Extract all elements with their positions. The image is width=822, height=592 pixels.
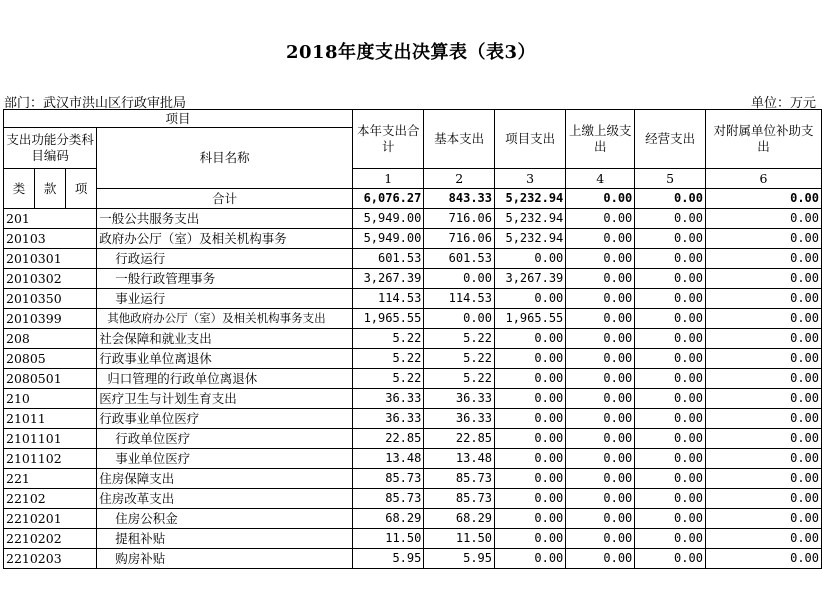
table-row: [4, 529, 822, 549]
row-value-col-5: 0.00: [635, 449, 706, 469]
row-value-col-6: 0.00: [705, 469, 821, 489]
row-value-col-4: 0.00: [566, 269, 635, 289]
table-row: [4, 389, 822, 409]
row-value-col-1: 36.33: [353, 389, 424, 409]
row-value-col-1: 36.33: [353, 409, 424, 429]
row-value-col-2: 13.48: [424, 449, 495, 469]
row-subject-name: 行政单位医疗: [97, 429, 353, 449]
row-value-col-6: 0.00: [705, 269, 821, 289]
row-value-col-3: 0.00: [495, 509, 566, 529]
row-value-col-1: 5.22: [353, 369, 424, 389]
row-value-col-4: 0.00: [566, 209, 635, 229]
row-value-col-6: 0.00: [705, 309, 821, 329]
row-value-col-4: 0.00: [566, 429, 635, 449]
row-code: 2010350: [4, 289, 97, 309]
header-lei: 类: [4, 169, 35, 209]
row-value-col-4: 0.00: [566, 289, 635, 309]
header-col-4: 上缴上级支出: [566, 110, 635, 169]
row-value-col-4: 0.00: [566, 529, 635, 549]
row-value-col-3: 0.00: [495, 289, 566, 309]
table-row: [4, 329, 822, 349]
row-value-col-3: 0.00: [495, 389, 566, 409]
row-value-col-6: 0.00: [705, 449, 821, 469]
row-subject-name: 社会保障和就业支出: [97, 329, 353, 349]
row-value-col-5: 0.00: [635, 209, 706, 229]
row-value-col-4: 0.00: [566, 229, 635, 249]
col-num-2: 2: [424, 169, 495, 189]
header-func-code: 支出功能分类科目编码: [4, 128, 97, 169]
header-xiang: 项: [66, 169, 97, 209]
row-value-col-5: 0.00: [635, 249, 706, 269]
row-subject-name: 行政事业单位医疗: [97, 409, 353, 429]
row-value-col-2: 601.53: [424, 249, 495, 269]
row-subject-name: 住房改革支出: [97, 489, 353, 509]
row-code: 2101102: [4, 449, 97, 469]
row-subject-name: 住房保障支出: [97, 469, 353, 489]
row-subject-name: 行政事业单位离退休: [97, 349, 353, 369]
row-value-col-1: 85.73: [353, 489, 424, 509]
table-row: [4, 409, 822, 429]
row-value-col-6: 0.00: [705, 489, 821, 509]
total-cell: 0.00: [635, 189, 706, 209]
row-subject-name: 一般公共服务支出: [97, 209, 353, 229]
row-value-col-3: 0.00: [495, 369, 566, 389]
row-value-col-5: 0.00: [635, 229, 706, 249]
row-value-col-1: 1,965.55: [353, 309, 424, 329]
row-value-col-6: 0.00: [705, 249, 821, 269]
row-subject-name: 政府办公厅（室）及相关机构事务: [97, 229, 353, 249]
total-cell: 0.00: [705, 189, 821, 209]
row-value-col-6: 0.00: [705, 229, 821, 249]
row-value-col-3: 0.00: [495, 469, 566, 489]
table-row: [4, 469, 822, 489]
table-row: [4, 349, 822, 369]
row-code: 2101101: [4, 429, 97, 449]
col-num-3: 3: [495, 169, 566, 189]
row-value-col-3: 0.00: [495, 249, 566, 269]
row-code: 210: [4, 389, 97, 409]
row-subject-name: 其他政府办公厅（室）及相关机构事务支出: [97, 309, 353, 329]
row-value-col-1: 5,949.00: [353, 209, 424, 229]
row-value-col-1: 5.22: [353, 349, 424, 369]
row-subject-name: 提租补贴: [97, 529, 353, 549]
row-value-col-5: 0.00: [635, 489, 706, 509]
table-row: [4, 269, 822, 289]
row-value-col-2: 0.00: [424, 269, 495, 289]
row-value-col-6: 0.00: [705, 389, 821, 409]
row-value-col-2: 85.73: [424, 489, 495, 509]
row-code: 208: [4, 329, 97, 349]
row-value-col-4: 0.00: [566, 549, 635, 569]
row-value-col-3: 1,965.55: [495, 309, 566, 329]
row-value-col-3: 0.00: [495, 429, 566, 449]
header-col-2: 基本支出: [424, 110, 495, 169]
total-cell: 5,232.94: [495, 189, 566, 209]
table-row: [4, 509, 822, 529]
row-value-col-4: 0.00: [566, 349, 635, 369]
row-code: 22102: [4, 489, 97, 509]
row-subject-name: 事业单位医疗: [97, 449, 353, 469]
expenditure-table: [3, 109, 822, 569]
row-value-col-5: 0.00: [635, 469, 706, 489]
row-code: 2080501: [4, 369, 97, 389]
table-row: [4, 369, 822, 389]
row-code: 2210203: [4, 549, 97, 569]
row-value-col-5: 0.00: [635, 349, 706, 369]
row-value-col-3: 0.00: [495, 449, 566, 469]
row-value-col-4: 0.00: [566, 329, 635, 349]
row-value-col-5: 0.00: [635, 429, 706, 449]
total-cell: 6,076.27: [353, 189, 424, 209]
row-subject-name: 行政运行: [97, 249, 353, 269]
row-value-col-2: 114.53: [424, 289, 495, 309]
header-item: 项目: [4, 110, 353, 128]
row-value-col-6: 0.00: [705, 429, 821, 449]
row-value-col-4: 0.00: [566, 449, 635, 469]
row-value-col-1: 5,949.00: [353, 229, 424, 249]
row-value-col-1: 601.53: [353, 249, 424, 269]
row-value-col-3: 0.00: [495, 529, 566, 549]
row-value-col-5: 0.00: [635, 409, 706, 429]
col-num-4: 4: [566, 169, 635, 189]
row-value-col-5: 0.00: [635, 549, 706, 569]
row-code: 20805: [4, 349, 97, 369]
header-col-1: 本年支出合计: [353, 110, 424, 169]
row-value-col-1: 11.50: [353, 529, 424, 549]
row-value-col-2: 36.33: [424, 389, 495, 409]
row-value-col-4: 0.00: [566, 309, 635, 329]
row-value-col-5: 0.00: [635, 269, 706, 289]
row-value-col-1: 3,267.39: [353, 269, 424, 289]
row-value-col-5: 0.00: [635, 389, 706, 409]
header-col-5: 经营支出: [635, 110, 706, 169]
row-value-col-3: 0.00: [495, 489, 566, 509]
table-row: [4, 249, 822, 269]
header-subject-name: 科目名称: [97, 128, 353, 189]
col-num-5: 5: [635, 169, 706, 189]
row-value-col-2: 0.00: [424, 309, 495, 329]
row-code: 2010302: [4, 269, 97, 289]
row-value-col-3: 5,232.94: [495, 229, 566, 249]
row-value-col-2: 5.95: [424, 549, 495, 569]
row-value-col-3: 3,267.39: [495, 269, 566, 289]
total-cell: 0.00: [566, 189, 635, 209]
table-row: [4, 209, 822, 229]
row-value-col-4: 0.00: [566, 249, 635, 269]
table-row: [4, 429, 822, 449]
row-value-col-2: 5.22: [424, 349, 495, 369]
total-cell: 843.33: [424, 189, 495, 209]
row-value-col-2: 11.50: [424, 529, 495, 549]
row-subject-name: 一般行政管理事务: [97, 269, 353, 289]
row-value-col-6: 0.00: [705, 329, 821, 349]
report-title: 2018年度支出决算表（表3）: [285, 42, 537, 63]
row-value-col-6: 0.00: [705, 549, 821, 569]
table-row: [4, 309, 822, 329]
row-value-col-5: 0.00: [635, 509, 706, 529]
row-code: 21011: [4, 409, 97, 429]
row-value-col-1: 114.53: [353, 289, 424, 309]
row-code: 20103: [4, 229, 97, 249]
row-value-col-4: 0.00: [566, 369, 635, 389]
row-value-col-3: 0.00: [495, 409, 566, 429]
row-value-col-4: 0.00: [566, 509, 635, 529]
row-value-col-2: 22.85: [424, 429, 495, 449]
table-row: [4, 489, 822, 509]
department-label: 部门：武汉市洪山区行政审批局: [4, 96, 187, 111]
row-code: 2010399: [4, 309, 97, 329]
row-value-col-4: 0.00: [566, 469, 635, 489]
unit-label: 单位：万元: [750, 96, 816, 111]
table-row: [4, 549, 822, 569]
row-value-col-2: 36.33: [424, 409, 495, 429]
table-row: [4, 289, 822, 309]
row-value-col-3: 0.00: [495, 329, 566, 349]
row-code: 2210202: [4, 529, 97, 549]
row-value-col-3: 0.00: [495, 549, 566, 569]
row-value-col-5: 0.00: [635, 309, 706, 329]
col-num-6: 6: [705, 169, 821, 189]
row-value-col-6: 0.00: [705, 409, 821, 429]
row-subject-name: 事业运行: [97, 289, 353, 309]
row-code: 2010301: [4, 249, 97, 269]
row-code: 221: [4, 469, 97, 489]
row-value-col-6: 0.00: [705, 289, 821, 309]
row-value-col-2: 68.29: [424, 509, 495, 529]
header-col-3: 项目支出: [495, 110, 566, 169]
header-kuan: 款: [35, 169, 66, 209]
header-col-6: 对附属单位补助支出: [705, 110, 821, 169]
row-subject-name: 住房公积金: [97, 509, 353, 529]
row-value-col-2: 5.22: [424, 369, 495, 389]
row-value-col-5: 0.00: [635, 289, 706, 309]
table-row: [4, 449, 822, 469]
row-value-col-1: 85.73: [353, 469, 424, 489]
row-code: 2210201: [4, 509, 97, 529]
row-value-col-5: 0.00: [635, 529, 706, 549]
row-value-col-6: 0.00: [705, 349, 821, 369]
row-value-col-1: 5.22: [353, 329, 424, 349]
table-row: [4, 229, 822, 249]
row-value-col-5: 0.00: [635, 369, 706, 389]
row-value-col-5: 0.00: [635, 329, 706, 349]
row-code: 201: [4, 209, 97, 229]
row-value-col-4: 0.00: [566, 489, 635, 509]
row-value-col-1: 68.29: [353, 509, 424, 529]
row-value-col-3: 0.00: [495, 349, 566, 369]
row-value-col-2: 85.73: [424, 469, 495, 489]
row-value-col-1: 22.85: [353, 429, 424, 449]
row-value-col-4: 0.00: [566, 389, 635, 409]
row-value-col-6: 0.00: [705, 209, 821, 229]
row-value-col-6: 0.00: [705, 529, 821, 549]
row-value-col-6: 0.00: [705, 509, 821, 529]
row-subject-name: 医疗卫生与计划生育支出: [97, 389, 353, 409]
row-value-col-6: 0.00: [705, 369, 821, 389]
row-subject-name: 购房补贴: [97, 549, 353, 569]
row-value-col-1: 13.48: [353, 449, 424, 469]
row-value-col-4: 0.00: [566, 409, 635, 429]
row-value-col-2: 5.22: [424, 329, 495, 349]
row-subject-name: 归口管理的行政单位离退休: [97, 369, 353, 389]
header-total: 合计: [97, 189, 353, 209]
col-num-1: 1: [353, 169, 424, 189]
row-value-col-3: 5,232.94: [495, 209, 566, 229]
row-value-col-1: 5.95: [353, 549, 424, 569]
row-value-col-2: 716.06: [424, 209, 495, 229]
row-value-col-2: 716.06: [424, 229, 495, 249]
